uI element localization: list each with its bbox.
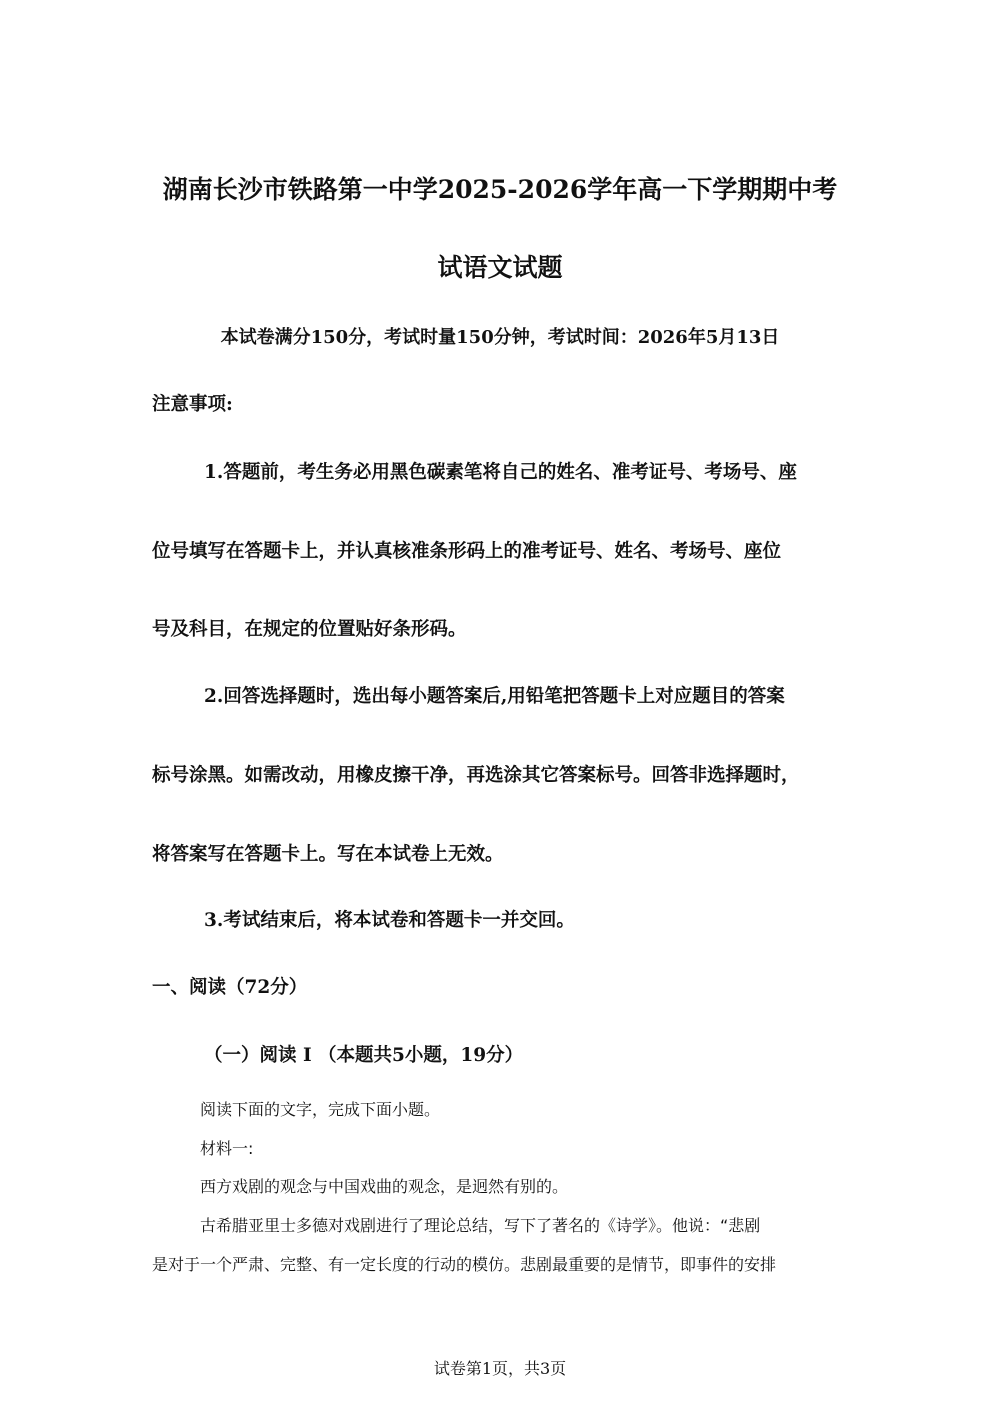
material-paragraph-2-line-2: 是对于一个严肃、完整、有一定长度的行动的模仿。悲剧最重要的是情节，即事件的安排 (152, 1255, 777, 1274)
notice-item-1-line-1: 1.答题前，考生务必用黑色碳素笔将自己的姓名、准考证号、考场号、座 (204, 462, 797, 483)
notice-item-3: 3.考试结束后，将本试卷和答题卡一并交回。 (204, 910, 575, 931)
exam-title-line-2: 试语文试题 (437, 253, 563, 282)
exam-info: 本试卷满分150分，考试时量150分钟，考试时间：2026年5月13日 (220, 327, 780, 348)
subsection-heading: （一）阅读 I （本题共5小题，19分） (204, 1045, 524, 1066)
notice-item-1-line-3: 号及科目，在规定的位置贴好条形码。 (152, 619, 467, 640)
material-label: 材料一: (200, 1139, 254, 1158)
exam-title-line-1: 湖南长沙市铁路第一中学2025-2026学年高一下学期期中考 (162, 175, 838, 204)
material-paragraph-1: 西方戏剧的观念与中国戏曲的观念，是迥然有别的。 (200, 1177, 569, 1196)
notice-item-1-line-2: 位号填写在答题卡上，并认真核准条形码上的准考证号、姓名、考场号、座位 (152, 541, 782, 562)
section-heading: 一、阅读（72分） (152, 977, 308, 998)
notice-item-2-line-1: 2.回答选择题时，选出每小题答案后,用铅笔把答题卡上对应题目的答案 (204, 686, 785, 707)
notice-item-2-line-2: 标号涂黑。如需改动，用橡皮擦干净，再选涂其它答案标号。回答非选择题时， (152, 765, 800, 786)
page-footer: 试卷第1页，共3页 (433, 1359, 567, 1378)
reading-instruction: 阅读下面的文字，完成下面小题。 (200, 1100, 441, 1119)
notice-item-2-line-3: 将答案写在答题卡上。写在本试卷上无效。 (152, 844, 504, 865)
notice-heading: 注意事项: (152, 394, 233, 415)
material-paragraph-2-line-1: 古希腊亚里士多德对戏剧进行了理论总结，写下了著名的《诗学》。他说：“悲剧 (200, 1216, 761, 1235)
